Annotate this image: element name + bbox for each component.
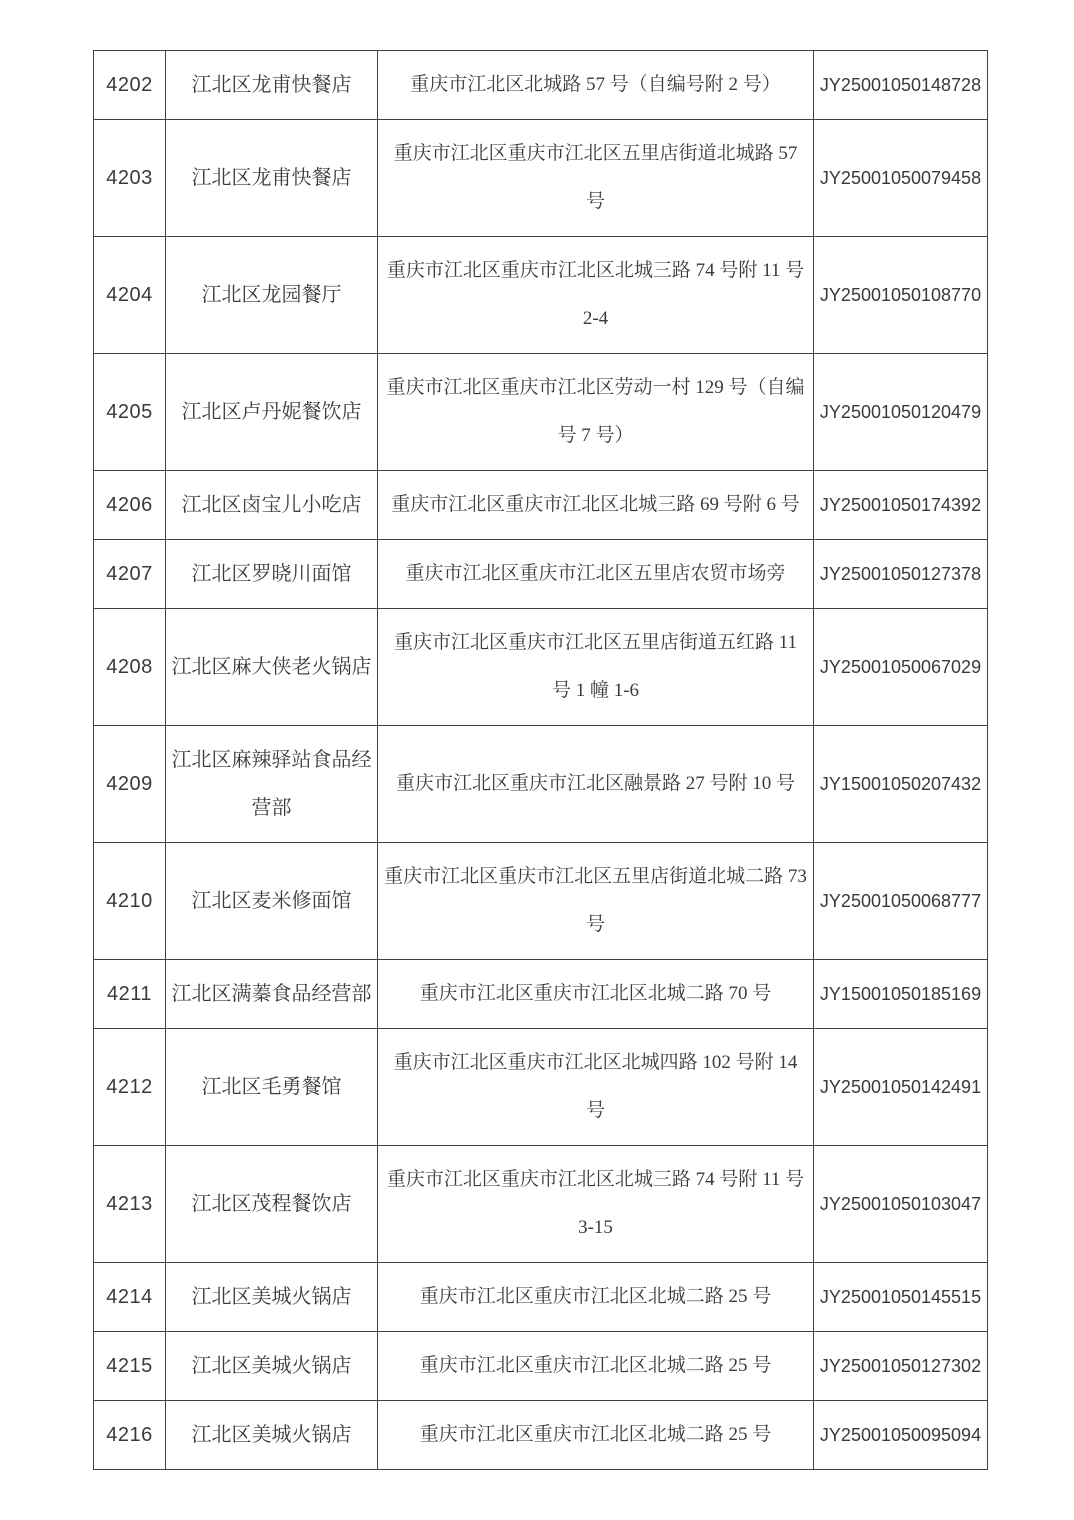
table-row [94, 471, 988, 540]
row-index-cell: 4206 [94, 471, 166, 540]
license-number-cell: JY25001050068777 [814, 843, 988, 960]
row-index-cell: 4202 [94, 51, 166, 120]
business-name-cell: 江北区麻大侠老火锅店 [166, 609, 378, 726]
license-number-cell: JY25001050174392 [814, 471, 988, 540]
business-name-cell: 江北区龙甫快餐店 [166, 51, 378, 120]
business-address-cell: 重庆市江北区重庆市江北区北城二路 70 号 [378, 960, 814, 1029]
business-name-cell: 江北区毛勇餐馆 [166, 1029, 378, 1146]
business-address-cell: 重庆市江北区重庆市江北区北城二路 25 号 [378, 1332, 814, 1401]
business-name-cell: 江北区满蓁食品经营部 [166, 960, 378, 1029]
license-number-cell: JY25001050127302 [814, 1332, 988, 1401]
license-number-cell: JY25001050127378 [814, 540, 988, 609]
license-number-cell: JY25001050079458 [814, 120, 988, 237]
table-row [94, 960, 988, 1029]
business-name-cell: 江北区龙园餐厅 [166, 237, 378, 354]
row-index-cell: 4214 [94, 1263, 166, 1332]
license-number-cell: JY25001050067029 [814, 609, 988, 726]
row-index-cell: 4208 [94, 609, 166, 726]
business-address-cell: 重庆市江北区重庆市江北区北城二路 25 号 [378, 1401, 814, 1470]
license-number-cell: JY25001050108770 [814, 237, 988, 354]
license-number-cell: JY25001050103047 [814, 1146, 988, 1263]
business-name-cell: 江北区卢丹妮餐饮店 [166, 354, 378, 471]
business-name-cell: 江北区卤宝儿小吃店 [166, 471, 378, 540]
row-index-cell: 4204 [94, 237, 166, 354]
license-number-cell: JY25001050095094 [814, 1401, 988, 1470]
row-index-cell: 4212 [94, 1029, 166, 1146]
business-address-cell: 重庆市江北区重庆市江北区五里店街道北城路 57 号 [378, 120, 814, 237]
table-row [94, 1146, 988, 1263]
row-index-cell: 4209 [94, 726, 166, 843]
table-row [94, 1332, 988, 1401]
table-row [94, 354, 988, 471]
license-number-cell: JY25001050142491 [814, 1029, 988, 1146]
business-name-cell: 江北区美城火锅店 [166, 1263, 378, 1332]
business-registry-table [93, 50, 988, 1470]
business-name-cell: 江北区茂程餐饮店 [166, 1146, 378, 1263]
table-row [94, 120, 988, 237]
license-number-cell: JY25001050148728 [814, 51, 988, 120]
table-row [94, 51, 988, 120]
business-address-cell: 重庆市江北区重庆市江北区北城三路 74 号附 11 号 3-15 [378, 1146, 814, 1263]
table-row [94, 237, 988, 354]
table-row [94, 1263, 988, 1332]
row-index-cell: 4203 [94, 120, 166, 237]
business-address-cell: 重庆市江北区重庆市江北区融景路 27 号附 10 号 [378, 726, 814, 843]
business-name-cell: 江北区麦米修面馆 [166, 843, 378, 960]
license-number-cell: JY25001050120479 [814, 354, 988, 471]
business-address-cell: 重庆市江北区重庆市江北区五里店农贸市场旁 [378, 540, 814, 609]
business-address-cell: 重庆市江北区重庆市江北区北城三路 74 号附 11 号 2-4 [378, 237, 814, 354]
row-index-cell: 4213 [94, 1146, 166, 1263]
table-row [94, 843, 988, 960]
business-address-cell: 重庆市江北区重庆市江北区劳动一村 129 号（自编号 7 号） [378, 354, 814, 471]
row-index-cell: 4211 [94, 960, 166, 1029]
business-address-cell: 重庆市江北区重庆市江北区北城四路 102 号附 14 号 [378, 1029, 814, 1146]
license-number-cell: JY25001050145515 [814, 1263, 988, 1332]
table-row [94, 1029, 988, 1146]
table-row [94, 609, 988, 726]
business-name-cell: 江北区美城火锅店 [166, 1401, 378, 1470]
row-index-cell: 4205 [94, 354, 166, 471]
row-index-cell: 4215 [94, 1332, 166, 1401]
table-body [94, 51, 988, 1470]
table-row [94, 726, 988, 843]
row-index-cell: 4216 [94, 1401, 166, 1470]
business-name-cell: 江北区罗晓川面馆 [166, 540, 378, 609]
license-number-cell: JY15001050207432 [814, 726, 988, 843]
table-row [94, 540, 988, 609]
business-name-cell: 江北区龙甫快餐店 [166, 120, 378, 237]
table-row [94, 1401, 988, 1470]
business-name-cell: 江北区麻辣驿站食品经营部 [166, 726, 378, 843]
business-name-cell: 江北区美城火锅店 [166, 1332, 378, 1401]
business-address-cell: 重庆市江北区重庆市江北区五里店街道北城二路 73 号 [378, 843, 814, 960]
license-number-cell: JY15001050185169 [814, 960, 988, 1029]
business-address-cell: 重庆市江北区重庆市江北区北城二路 25 号 [378, 1263, 814, 1332]
business-address-cell: 重庆市江北区北城路 57 号（自编号附 2 号） [378, 51, 814, 120]
business-address-cell: 重庆市江北区重庆市江北区北城三路 69 号附 6 号 [378, 471, 814, 540]
row-index-cell: 4210 [94, 843, 166, 960]
business-address-cell: 重庆市江北区重庆市江北区五里店街道五红路 11 号 1 幢 1-6 [378, 609, 814, 726]
row-index-cell: 4207 [94, 540, 166, 609]
